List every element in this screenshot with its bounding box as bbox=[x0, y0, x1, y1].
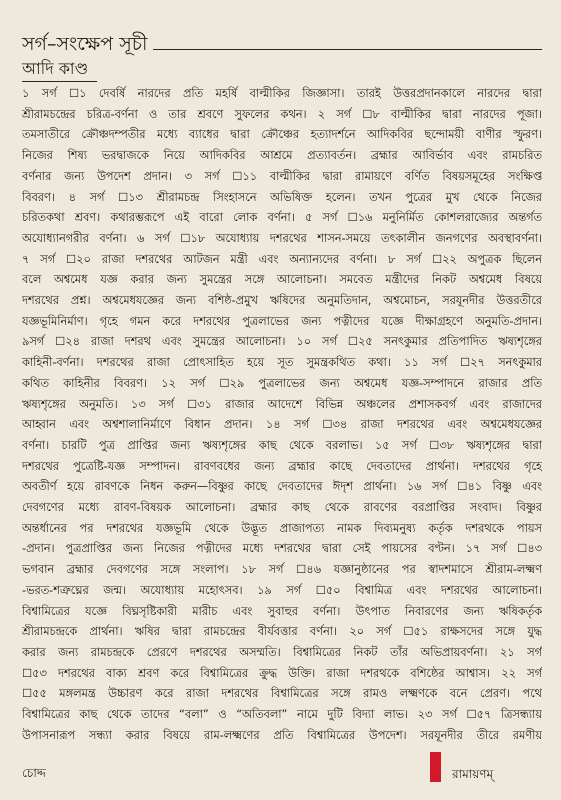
text-line: -প্রদান। পুত্রপ্রাপ্তির জন্য নিজের পত্নীদের মধ্যে দশরথের দ্বারা সেই পায়সের বণ্টন। ১৭ সর্গ ☐৪৩ bbox=[22, 542, 542, 556]
text-line: ১ সর্গ ☐১ দেবর্ষি নারদের প্রতি মহর্ষি বাল্মীকির জিজ্ঞাসা। তারই উত্তরপ্রদানকালে নারদের দ্বারা bbox=[22, 87, 542, 100]
text-line: -ভরত-শত্রুঘ্নের জন্ম। অযোধ্যায় মহোৎসব। ১৯ সর্গ ☐৫০ বিশ্বামিত্র এবং দশরথের আলোচনা। bbox=[22, 583, 542, 597]
text-line: যজ্ঞভূমিনির্মাণ। গৃহে গমন করে দশরথের পুত্রলাভের জন্য পত্নীদের যজ্ঞে দীক্ষাগ্রহণে অনুমতি-প্রদান। bbox=[22, 314, 542, 328]
text-line: ৭ সর্গ ☐২০ রাজা দশরথের আটজন মন্ত্রী এবং অন্যান্যদের বর্ণনা। ৮ সর্গ ☐২২ অপুত্রক ছিলেন bbox=[22, 252, 542, 266]
text-line: বলে অশ্বমেধ যজ্ঞ করার জন্য সুমন্ত্রের সঙ্গে আলোচনা। সমবেত মন্ত্রীদের নিকট অশ্বমেধ বিষয়ে bbox=[22, 273, 542, 287]
text-line: বর্ণনা। চারটি পুত্র প্রাপ্তির জন্য ঋষ্যশৃঙ্গের কাছ থেকে বরলাভ। ১৫ সর্গ ☐৩৮ ঋষ্যশৃঙ্গের দ্বারা bbox=[22, 438, 542, 452]
book-title: রামায়ণম্ bbox=[452, 767, 494, 781]
text-line: দশরথের প্রশ্ন। অশ্বমেধযজ্ঞের জন্য বশিষ্ঠ-প্রমুখ ঋষিদের অনুমতিদান, অশ্বমোচন, সরযূনদীর উত্তরতীরে bbox=[22, 294, 542, 308]
text-line: চরিতকথা শ্রবণ। কথারম্ভরূপে এই বারো লোক বর্ণনা। ৫ সর্গ ☐১৬ মনুনির্মিত কোশলরাজ্যের অন্তর্গত bbox=[22, 211, 542, 225]
text-line: দশরথের পুত্রেষ্টি-যজ্ঞ সম্পাদন। রাবণবধের জন্য ব্রহ্মার কাছে দেবতাদের প্রার্থনা। দশরথের গৃহে bbox=[22, 459, 542, 473]
text-line: আহ্বান এবং অশ্বশালানির্মাণে বিধান প্রদান। ১৪ সর্গ ☐৩৪ রাজা দশরথের এবং অশ্বমেধযজ্ঞের bbox=[22, 418, 542, 432]
text-line: অন্তর্ধানের পর দশরথের যজ্ঞভূমি থেকে উদ্ভূত প্রাজাপত্য নামক দিব্যমনুষ্য কর্তৃক দশরথকে পায়স bbox=[22, 521, 542, 535]
text-line: অবতীর্ণ হয়ে রাবণকে নিধন করুন—বিষ্ণুর কাছে দেবতাদের ঈদৃশ প্রার্থনা। ১৬ সর্গ ☐৪১ বিষ্ণু এবং bbox=[22, 480, 542, 494]
text-line bbox=[22, 747, 542, 749]
text-line: দেবগণের মধ্যে রাবণ-বিষয়ক আলোচনা। ব্রহ্মার কাছ থেকে রাবণের বরপ্রাপ্তির সংবাদ। বিষ্ণুর bbox=[22, 501, 542, 515]
text-line: বর্ণনার জন্য উপদেশ প্রদান। ৩ সর্গ ☐১১ বাল্মীকির দ্বারা রামায়ণে বর্ণিত বিষয়সমূহের সংক্ষিপ্ত bbox=[22, 169, 542, 183]
page-title: সর্গ–সংক্ষেপ সূচী bbox=[22, 33, 148, 55]
text-line: ☐৫৫ মঙ্গলমন্ত্র উচ্চারণ করে রাজা দশরথের বিশ্বামিত্রের সঙ্গে রামও লক্ষ্মণকে বনে প্রেরণ। পথে bbox=[22, 687, 542, 701]
text-line: বিশ্বামিত্রের যজ্ঞে বিঘ্নসৃষ্টিকারী মারীচ এবং সুবাহুর বর্ণনা। উৎপাত নিবারণের জন্য ঋষিকর্তৃক bbox=[22, 604, 542, 618]
text-line: ঋষ্যশৃঙ্গের অনুমতি। ১৩ সর্গ ☐৩১ রাজার আদেশে বিভিন্ন অঞ্চলের প্রশাসকবর্গ এবং রাজাদের bbox=[22, 397, 542, 411]
text-line: ☐৫৩ দশরথের বাক্য শ্রবণ করে বিশ্বামিত্রের ক্রুদ্ধ উক্তি। রাজা দশরথকে বশিষ্ঠের আশ্বাস। ২২ সর্গ bbox=[22, 666, 542, 680]
red-bookmark-mark bbox=[430, 752, 441, 782]
text-line: উপাসনারূপ সন্ধ্যা করার বিষয়ে রাম-লক্ষ্মণের প্রতি বিশ্বামিত্রের উপদেশ। সরযূনদীর তীরে রমণীয় bbox=[22, 728, 542, 742]
page-number: চোদ্দ bbox=[22, 766, 46, 780]
header-rule bbox=[153, 49, 542, 50]
text-line: কাহিনী-বর্ণনা। দশরথের রাজা প্রোৎসাহিত হয়ে সূত সুমন্ত্রকথিত কথা। ১১ সর্গ ☐২৭ সনৎকুমার bbox=[22, 356, 542, 370]
text-line: শ্রীরামচন্দ্রের চরিত্র-বর্ণনা ও তার শ্রবণে সুফলের কথন। ২ সর্গ ☐৮ বাল্মীকির দ্বারা নারদের পূজা। bbox=[22, 107, 542, 121]
text-line: বিবরণ। ৪ সর্গ ☐১৩ শ্রীরামচন্দ্র সিংহাসনে অভিষিক্ত হলেন। তখন পুত্রের মুখ থেকে নিজের bbox=[22, 190, 542, 204]
text-line: তমসাতীরে ক্রৌঞ্চদম্পতীর মধ্যে ব্যাধের দ্বারা ক্রৌঞ্চের হত্যাদর্শনে আদিকবির ছন্দোময়ী বাণীর স্ফুরণ। bbox=[22, 128, 542, 142]
text-line: শ্রীরামচন্দ্রকে প্রার্থনা। ঋষির দ্বারা রামচন্দ্রের বীর্যবত্তার বর্ণনা। ২০ সর্গ ☐৫১ রাক্ষসদের সঙ্গে যুদ্ধ bbox=[22, 625, 542, 639]
text-line: অযোধ্যানগরীর বর্ণনা। ৬ সর্গ ☐১৮ অযোধ্যায় দশরথের শাসন-সময়ে তৎকালীন জনগণের অবস্থাবর্ণনা। bbox=[22, 231, 542, 245]
text-line: ৯সর্গ ☐২৪ রাজা দশরথ এবং সুমন্ত্রের আলোচনা। ১০ সর্গ ☐২৫ সনৎকুমার প্রতিপাদিত ঋষ্যশৃঙ্গের bbox=[22, 335, 542, 349]
text-line: বিশ্বামিত্রের কাছ থেকে তাদের “বলা” ও “অতিবলা” নামে দুটি বিদ্যা লাভ। ২৩ সর্গ ☐৫৭ ত্রিসন্ধ্যায় bbox=[22, 708, 542, 722]
page-header bbox=[22, 24, 542, 56]
text-line: ভগবান ব্রহ্মার দেবগণের সঙ্গে সংলাপ। ১৮ সর্গ ☐৪৬ যজ্ঞানুষ্ঠানের পর স্বাদশমাসে শ্রীরাম-লক্ষ্মণ bbox=[22, 563, 542, 577]
text-line: কথিত কাহিনীর বিবরণ। ১২ সর্গ ☐২৯ পুত্রলাভের জন্য অশ্বমেধ যজ্ঞ-সম্পাদনে রাজার প্রতি bbox=[22, 376, 542, 390]
summary-body bbox=[22, 84, 542, 748]
text-line: নিজের শিষ্য ভরদ্বাজকে নিয়ে আদিকবির আশ্রমে প্রত্যাবর্তন। ব্রহ্মার আবির্ভাব এবং রামচরিত bbox=[22, 149, 542, 163]
text-line: করার জন্য রামচন্দ্রকে প্রেরণে দশরথের অসম্মতি। বিশ্বামিত্রের নিকট তাঁর অভিপ্রায়বর্ণনা। ২১ সর্গ bbox=[22, 645, 542, 659]
section-title: আদি কাণ্ড bbox=[22, 61, 97, 82]
